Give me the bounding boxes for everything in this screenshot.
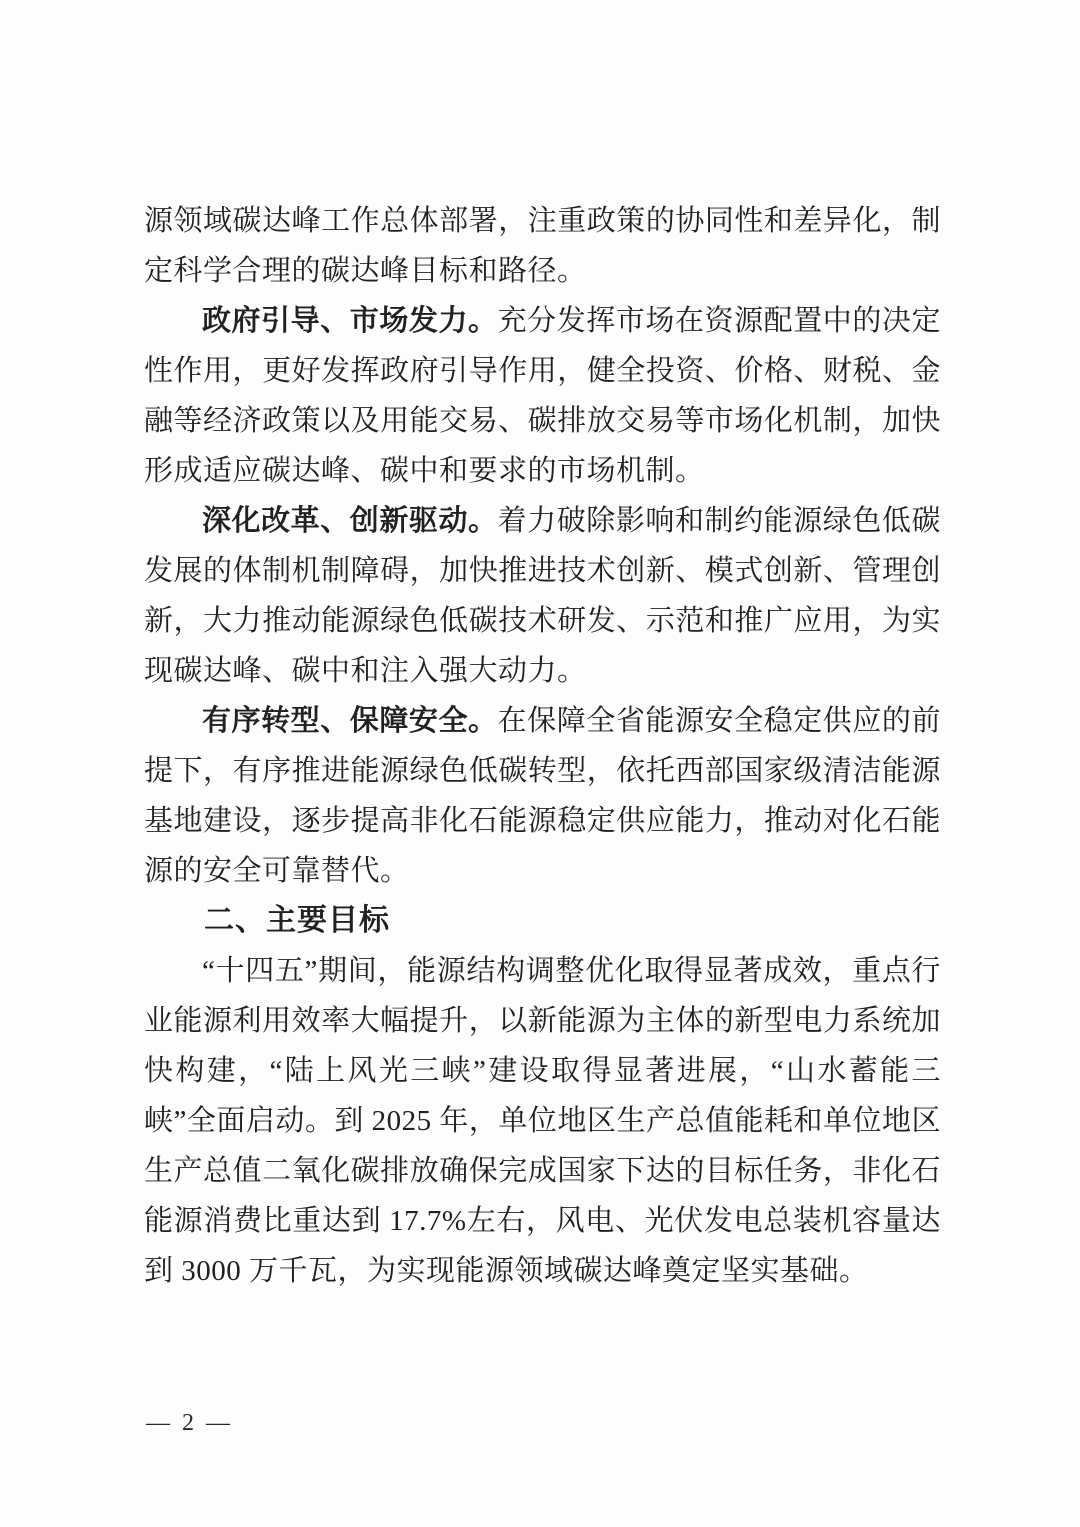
paragraph-lead: 有序转型、保障安全。 — [202, 705, 498, 737]
paragraph-government-market — [144, 296, 941, 496]
page-number: — 2 — — [146, 1410, 233, 1436]
paragraph-lead: 政府引导、市场发力。 — [202, 305, 498, 337]
paragraph-text: “十四五”期间，能源结构调整优化取得显著成效，重点行业能源利用效率大幅提升，以新能源为主体的新型电力系统加快构建，“陆上风光三峡”建设取得显著进展，“山水蓄能三峡”全面启动。到 2025 年，单位地区生产总值能耗和单位地区生产总值二氧化碳排放确保完成国家下达的目标任务，非化石能源消费比重达到 17.7%左右，风电、光伏发电总装机容量达到 3000 万千瓦，为实现能源领域碳达峰奠定坚实基础。 — [144, 955, 941, 1287]
paragraph-main-goals — [144, 946, 941, 1296]
paragraph-text: 在保障全省能源安全稳定供应的前提下，有序推进能源绿色低碳转型，依托西部国家级清洁能源基地建设，逐步提高非化石能源稳定供应能力，推动对化石能源的安全可靠替代。 — [144, 705, 941, 887]
paragraph-text: 充分发挥市场在资源配置中的决定性作用，更好发挥政府引导作用，健全投资、价格、财税、金融等经济政策以及用能交易、碳排放交易等市场化机制，加快形成适应碳达峰、碳中和要求的市场机制。 — [144, 305, 941, 487]
paragraph-lead: 深化改革、创新驱动。 — [202, 505, 498, 537]
paragraph-continuation — [144, 196, 941, 296]
document-body — [144, 196, 941, 1296]
paragraph-text: 着力破除影响和制约能源绿色低碳发展的体制机制障碍，加快推进技术创新、模式创新、管理创新，大力推动能源绿色低碳技术研发、示范和推广应用，为实现碳达峰、碳中和注入强大动力。 — [144, 505, 941, 687]
section-heading-main-goals: 二、主要目标 — [204, 904, 390, 937]
paragraph-transition-security — [144, 696, 941, 896]
paragraph-reform-innovation — [144, 496, 941, 696]
paragraph-text: 源领域碳达峰工作总体部署，注重政策的协同性和差异化，制定科学合理的碳达峰目标和路径。 — [144, 205, 941, 287]
